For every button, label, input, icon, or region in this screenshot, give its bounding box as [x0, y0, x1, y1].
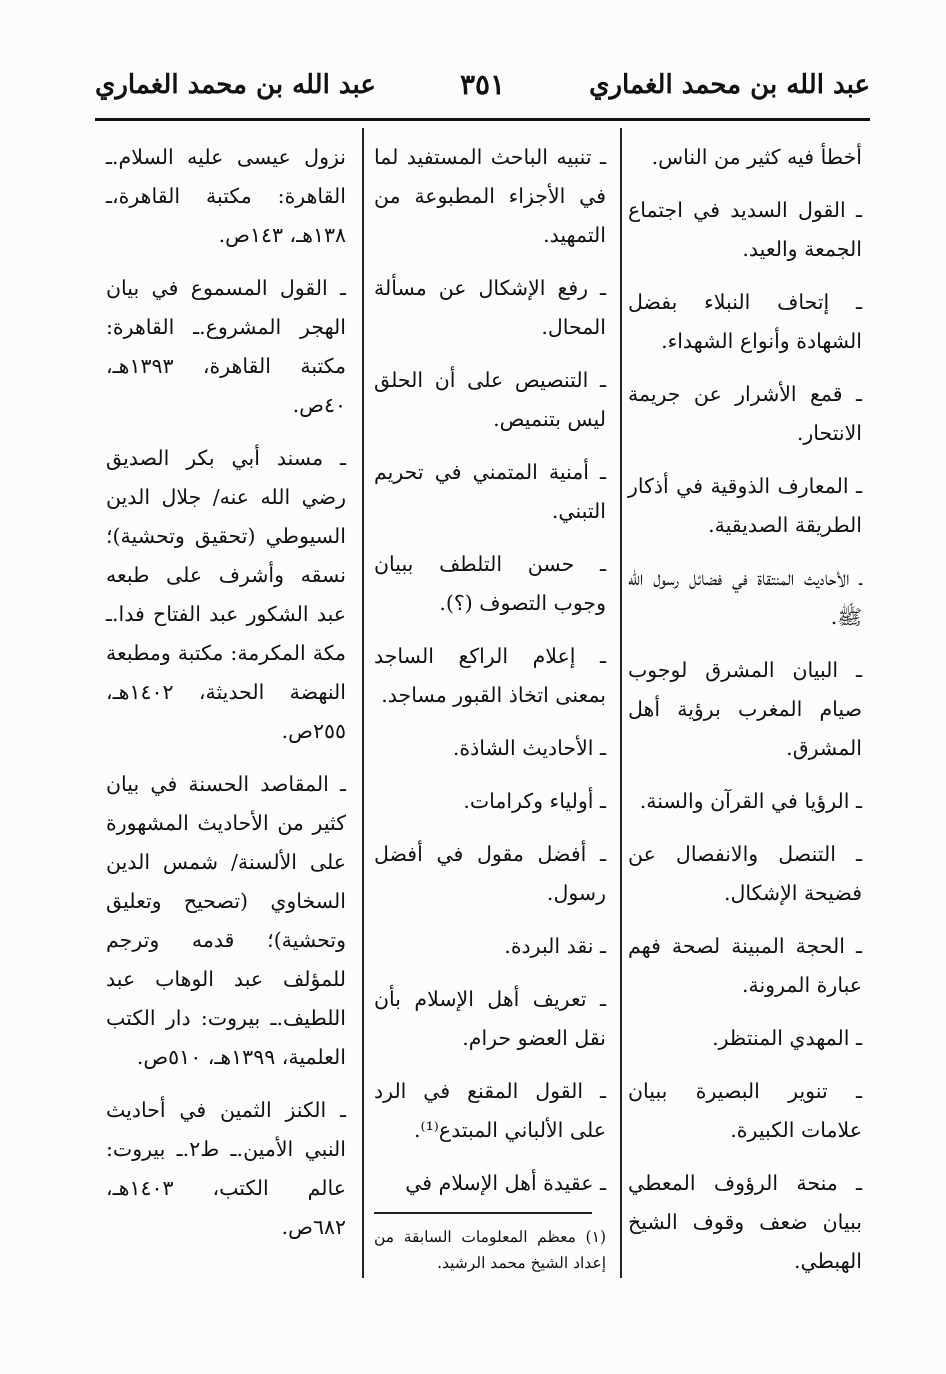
list-item: ـ الأحاديث الشاذة.: [452, 736, 606, 760]
list-item: ـ عقيدة أهل الإسلام في: [405, 1171, 606, 1195]
list-item: ـ البيان المشرق لوجوب صيام المغرب برؤية أهل المشرق.: [628, 658, 862, 760]
list-item: ـ التنصيص على أن الحلق ليس بتنميص.: [374, 368, 606, 431]
list-item: ـ الأحاديث المنتقاة في فضائل رسول الله ﷺ.: [628, 566, 862, 629]
running-title-right: عبد الله بن محمد الغماري: [589, 70, 870, 100]
list-item: نزول عيسى عليه السلام.ـ القاهرة: مكتبة القاهرة،ـ ١٣٨هـ، ١٤٣ص.: [106, 145, 346, 247]
list-item: ـ مسند أبي بكر الصديق رضي الله عنه/ جلال الدين السيوطي (تحقيق وتحشية)؛ نسقه وأشرف على طبعه عبد الشكور عبد الفتاح فدا.ـ مكة المكرمة: مكتبة ومطبعة النهضة الحديثة، ١٤٠٢هـ، ٢٥٥ص.: [106, 446, 346, 743]
list-item: ـ قمع الأشرار عن جريمة الانتحار.: [628, 382, 862, 445]
footnote-rule: [374, 1212, 592, 1214]
list-item: ـ القول المقنع في الرد على الألباني المبتدع⁽¹⁾.: [374, 1079, 606, 1142]
column-right: [628, 138, 862, 1295]
list-item: ـ أمنية المتمني في تحريم التبني.: [374, 460, 606, 523]
list-item: ـ أولياء وكرامات.: [463, 789, 606, 813]
list-item: ـ القول المسموع في بيان الهجر المشروع.ـ القاهرة: مكتبة القاهرة، ١٣٩٣هـ، ٤٠ص.: [106, 276, 346, 417]
list-item: ـ إتحاف النبلاء بفضل الشهادة وأنواع الشهداء.: [628, 290, 862, 353]
list-item: ـ المقاصد الحسنة في بيان كثير من الأحاديث المشهورة على الألسنة/ شمس الدين السخاوي (تصحيح وتعليق وتحشية)؛ قدمه وترجم للمؤلف عبد الوهاب عبد اللطيف.ـ بيروت: دار الكتب العلمية، ١٣٩٩هـ، ٥١٠ص.: [106, 772, 346, 1069]
list-item: ـ حسن التلطف ببيان وجوب التصوف (؟).: [374, 552, 606, 615]
list-item: ـ الكنز الثمين في أحاديث النبي الأمين.ـ ط٢.ـ بيروت: عالم الكتب، ١٤٠٣هـ، ٦٨٢ص.: [106, 1098, 346, 1239]
list-item: ـ تنوير البصيرة ببيان علامات الكبيرة.: [628, 1079, 862, 1142]
list-item: ـ تعريف أهل الإسلام بأن نقل العضو حرام.: [374, 987, 606, 1050]
list-item: ـ القول السديد في اجتماع الجمعة والعيد.: [628, 198, 862, 261]
page-number: ٣٥١: [459, 68, 506, 101]
running-title-left: عبد الله بن محمد الغماري: [95, 70, 376, 100]
list-item: أخطأ فيه كثير من الناس.: [651, 145, 862, 169]
list-item: ـ التنصل والانفصال عن فضيحة الإشكال.: [628, 842, 862, 905]
list-item: ـ الحجة المبينة لصحة فهم عبارة المرونة.: [628, 934, 862, 997]
column-divider: [362, 128, 364, 1278]
header-rule: [95, 118, 870, 121]
list-item: ـ المهدي المنتظر.: [712, 1026, 862, 1050]
page-header: [95, 70, 870, 110]
list-item: ـ رفع الإشكال عن مسألة المحال.: [374, 276, 606, 339]
list-item: ـ منحة الرؤوف المعطي ببيان ضعف وقوف الشيخ الهبطي.: [628, 1171, 862, 1273]
list-item: ـ أفضل مقول في أفضل رسول.: [374, 842, 606, 905]
list-item: ـ تنبيه الباحث المستفيد لما في الأجزاء المطبوعة من التمهيد.: [374, 145, 606, 247]
list-item: ـ نقد البردة.: [504, 934, 606, 958]
footnote: (١) معظم المعلومات السابقة من إعداد الشيخ محمد الرشيد.: [374, 1228, 606, 1272]
list-item: ـ الرؤيا في القرآن والسنة.: [639, 789, 862, 813]
column-divider: [620, 128, 622, 1278]
list-item: ـ المعارف الذوقية في أذكار الطريقة الصديقية.: [628, 474, 862, 537]
list-item: ـ إعلام الراكع الساجد بمعنى اتخاذ القبور مساجد.: [374, 644, 606, 707]
column-middle: [374, 138, 606, 1217]
column-left: [106, 138, 346, 1261]
